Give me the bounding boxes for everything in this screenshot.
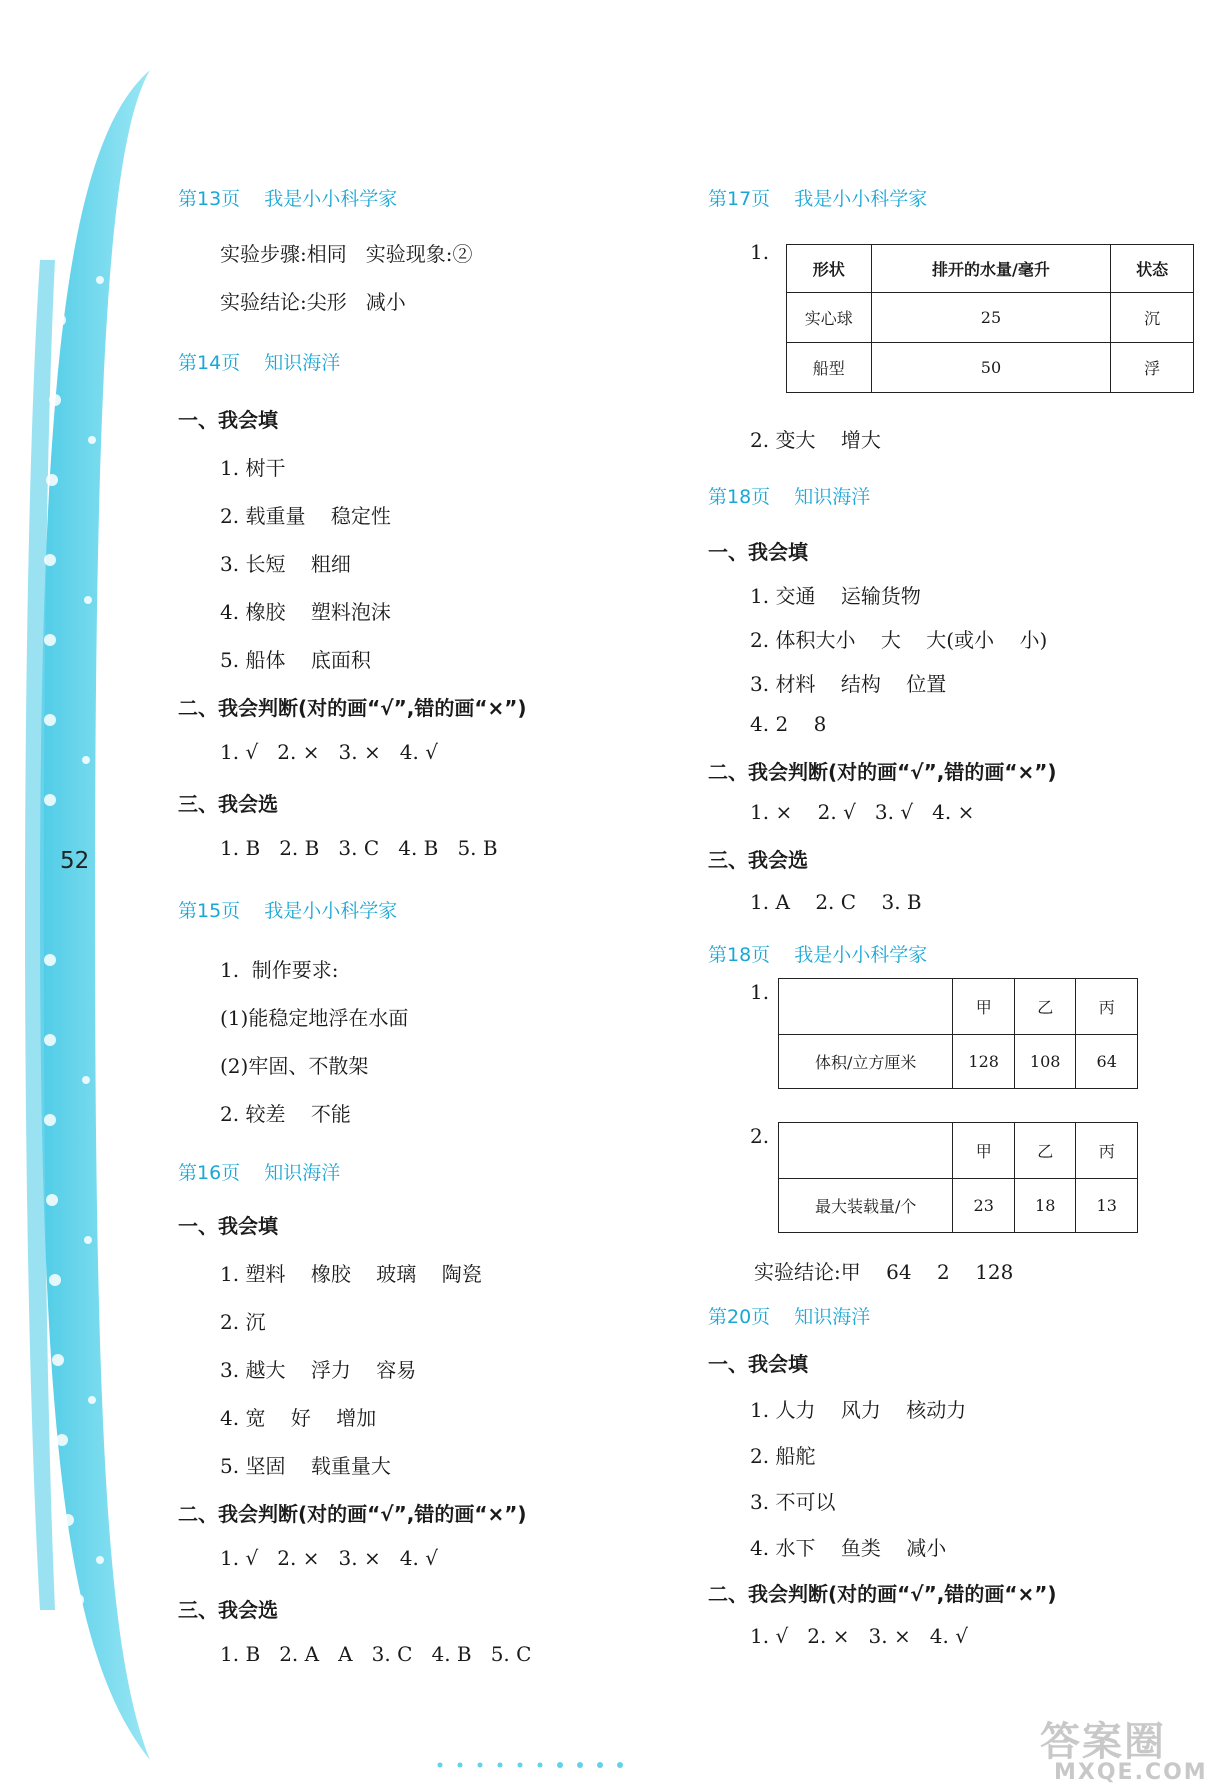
- text-line: (2)牢固、不散架: [220, 1054, 369, 1078]
- section-name-label: 我是小小科学家: [794, 188, 928, 210]
- section-page-label: 第14页: [178, 352, 241, 374]
- table-header-row: [787, 245, 1194, 293]
- table-cell: 50: [871, 343, 1111, 393]
- question-number: 1.: [750, 240, 770, 264]
- answer-line: 1. B 2. A A 3. C 4. B 5. C: [220, 1642, 532, 1666]
- heading-judge: 二、我会判断(对的画“√”,错的画“×”): [178, 696, 527, 720]
- answer-line: 1. √ 2. × 3. × 4. √: [220, 740, 438, 764]
- section-name-label: 知识海洋: [264, 1162, 341, 1184]
- section-name-label: 我是小小科学家: [794, 944, 928, 966]
- watermark-logo: [1040, 1710, 1220, 1790]
- section-title-p15: [178, 896, 397, 923]
- table-cell: 23: [953, 1179, 1015, 1233]
- heading-judge: 二、我会判断(对的画“√”,错的画“×”): [178, 1502, 527, 1526]
- text-line: 1. 制作要求:: [220, 958, 339, 982]
- answer-line: 2. 变大 增大: [750, 428, 881, 452]
- section-name-label: 知识海洋: [794, 1306, 871, 1328]
- answer-line: 2. 船舵: [750, 1444, 816, 1468]
- section-title-p17: [708, 184, 927, 211]
- table-cell: 丙: [1076, 979, 1138, 1035]
- table-cell: 丙: [1076, 1123, 1138, 1179]
- decorative-side-band: [0, 60, 160, 1760]
- section-title-p18a: [708, 482, 870, 509]
- question-number: 1.: [750, 980, 770, 1004]
- answer-line: 1. 人力 风力 核动力: [750, 1398, 967, 1422]
- section-page-label: 第13页: [178, 188, 241, 210]
- answer-line: 3. 不可以: [750, 1490, 836, 1514]
- table-cell: 船型: [787, 343, 872, 393]
- section-name-label: 知识海洋: [264, 352, 341, 374]
- answer-line: 4. 水下 鱼类 减小: [750, 1536, 947, 1560]
- section-name-label: 我是小小科学家: [264, 900, 398, 922]
- table-cell: 形状: [787, 245, 872, 293]
- section-title-p16: [178, 1158, 340, 1185]
- answer-line: 1. 树干: [220, 456, 286, 480]
- watermark-text: 答案圈: [1040, 1719, 1166, 1765]
- table-cell: 状态: [1111, 245, 1194, 293]
- table-header-row: [779, 1123, 1138, 1179]
- section-page-label: 第18页: [708, 486, 771, 508]
- answer-line: 2. 体积大小 大 大(或小 小): [750, 628, 1048, 652]
- answer-line: 1. √ 2. × 3. × 4. √: [220, 1546, 438, 1570]
- table-volume: [778, 978, 1138, 1089]
- answer-line: 1. √ 2. × 3. × 4. √: [750, 1624, 968, 1648]
- table-cell: 最大装载量/个: [779, 1179, 953, 1233]
- table-cell: [779, 1123, 953, 1179]
- answer-line: 4. 宽 好 增加: [220, 1406, 377, 1430]
- table-cell: 25: [871, 293, 1111, 343]
- heading-fill: 一、我会填: [708, 540, 808, 564]
- table-cell: 体积/立方厘米: [779, 1035, 953, 1089]
- section-title-p14: [178, 348, 340, 375]
- section-page-label: 第15页: [178, 900, 241, 922]
- answer-line: 5. 船体 底面积: [220, 648, 371, 672]
- heading-choose: 三、我会选: [178, 1598, 278, 1622]
- text-line: (1)能稳定地浮在水面: [220, 1006, 409, 1030]
- section-title-p20: [708, 1302, 870, 1329]
- text-line: 2. 较差 不能: [220, 1102, 351, 1126]
- table-header-row: [779, 979, 1138, 1035]
- table-cell: 18: [1014, 1179, 1076, 1233]
- heading-fill: 一、我会填: [178, 408, 278, 432]
- table-cell: 13: [1076, 1179, 1138, 1233]
- table-cell: 排开的水量/毫升: [871, 245, 1111, 293]
- section-title-p13: [178, 184, 397, 211]
- section-title-p18b: [708, 940, 927, 967]
- table-row: [787, 343, 1194, 393]
- heading-choose: 三、我会选: [178, 792, 278, 816]
- text-line: 实验结论:尖形 减小: [220, 290, 406, 314]
- table-row: [779, 1035, 1138, 1089]
- page-number: 52: [60, 848, 90, 874]
- answer-line: 1. 塑料 橡胶 玻璃 陶瓷: [220, 1262, 482, 1286]
- table-displacement: [786, 244, 1194, 393]
- text-line: 实验步骤:相同 实验现象:②: [220, 242, 473, 266]
- table-cell: 乙: [1014, 1123, 1076, 1179]
- section-name-label: 我是小小科学家: [264, 188, 398, 210]
- table-cell: 108: [1014, 1035, 1076, 1089]
- heading-fill: 一、我会填: [708, 1352, 808, 1376]
- answer-line: 1. B 2. B 3. C 4. B 5. B: [220, 836, 498, 860]
- question-number: 2.: [750, 1124, 770, 1148]
- answer-line: 3. 越大 浮力 容易: [220, 1358, 417, 1382]
- table-row: [787, 293, 1194, 343]
- table-row: [779, 1179, 1138, 1233]
- table-cell: [779, 979, 953, 1035]
- heading-choose: 三、我会选: [708, 848, 808, 872]
- answer-line: 2. 沉: [220, 1310, 266, 1334]
- answer-line: 2. 载重量 稳定性: [220, 504, 391, 528]
- answer-line: 1. A 2. C 3. B: [750, 890, 922, 914]
- answer-line: 5. 坚固 载重量大: [220, 1454, 391, 1478]
- table-cell: 128: [953, 1035, 1015, 1089]
- table-cell: 64: [1076, 1035, 1138, 1089]
- answer-line: 1. 交通 运输货物: [750, 584, 921, 608]
- heading-fill: 一、我会填: [178, 1214, 278, 1238]
- table-cell: 沉: [1111, 293, 1194, 343]
- table-cell: 乙: [1014, 979, 1076, 1035]
- heading-judge: 二、我会判断(对的画“√”,错的画“×”): [708, 760, 1057, 784]
- conclusion-line: 实验结论:甲 64 2 128: [754, 1260, 1014, 1284]
- table-cell: 实心球: [787, 293, 872, 343]
- table-cell: 浮: [1111, 343, 1194, 393]
- decorative-dots: [430, 1757, 790, 1787]
- section-page-label: 第18页: [708, 944, 771, 966]
- table-cell: 甲: [953, 1123, 1015, 1179]
- heading-judge: 二、我会判断(对的画“√”,错的画“×”): [708, 1582, 1057, 1606]
- table-cell: 甲: [953, 979, 1015, 1035]
- answer-line: 4. 橡胶 塑料泡沫: [220, 600, 391, 624]
- section-page-label: 第17页: [708, 188, 771, 210]
- answer-line: 3. 长短 粗细: [220, 552, 351, 576]
- answer-line: 4. 2 8: [750, 712, 827, 736]
- section-page-label: 第16页: [178, 1162, 241, 1184]
- answer-line: 3. 材料 结构 位置: [750, 672, 947, 696]
- table-capacity: [778, 1122, 1138, 1233]
- section-name-label: 知识海洋: [794, 486, 871, 508]
- watermark-url: MXQE.COM: [1054, 1760, 1208, 1785]
- answer-line: 1. × 2. √ 3. √ 4. ×: [750, 800, 975, 824]
- section-page-label: 第20页: [708, 1306, 771, 1328]
